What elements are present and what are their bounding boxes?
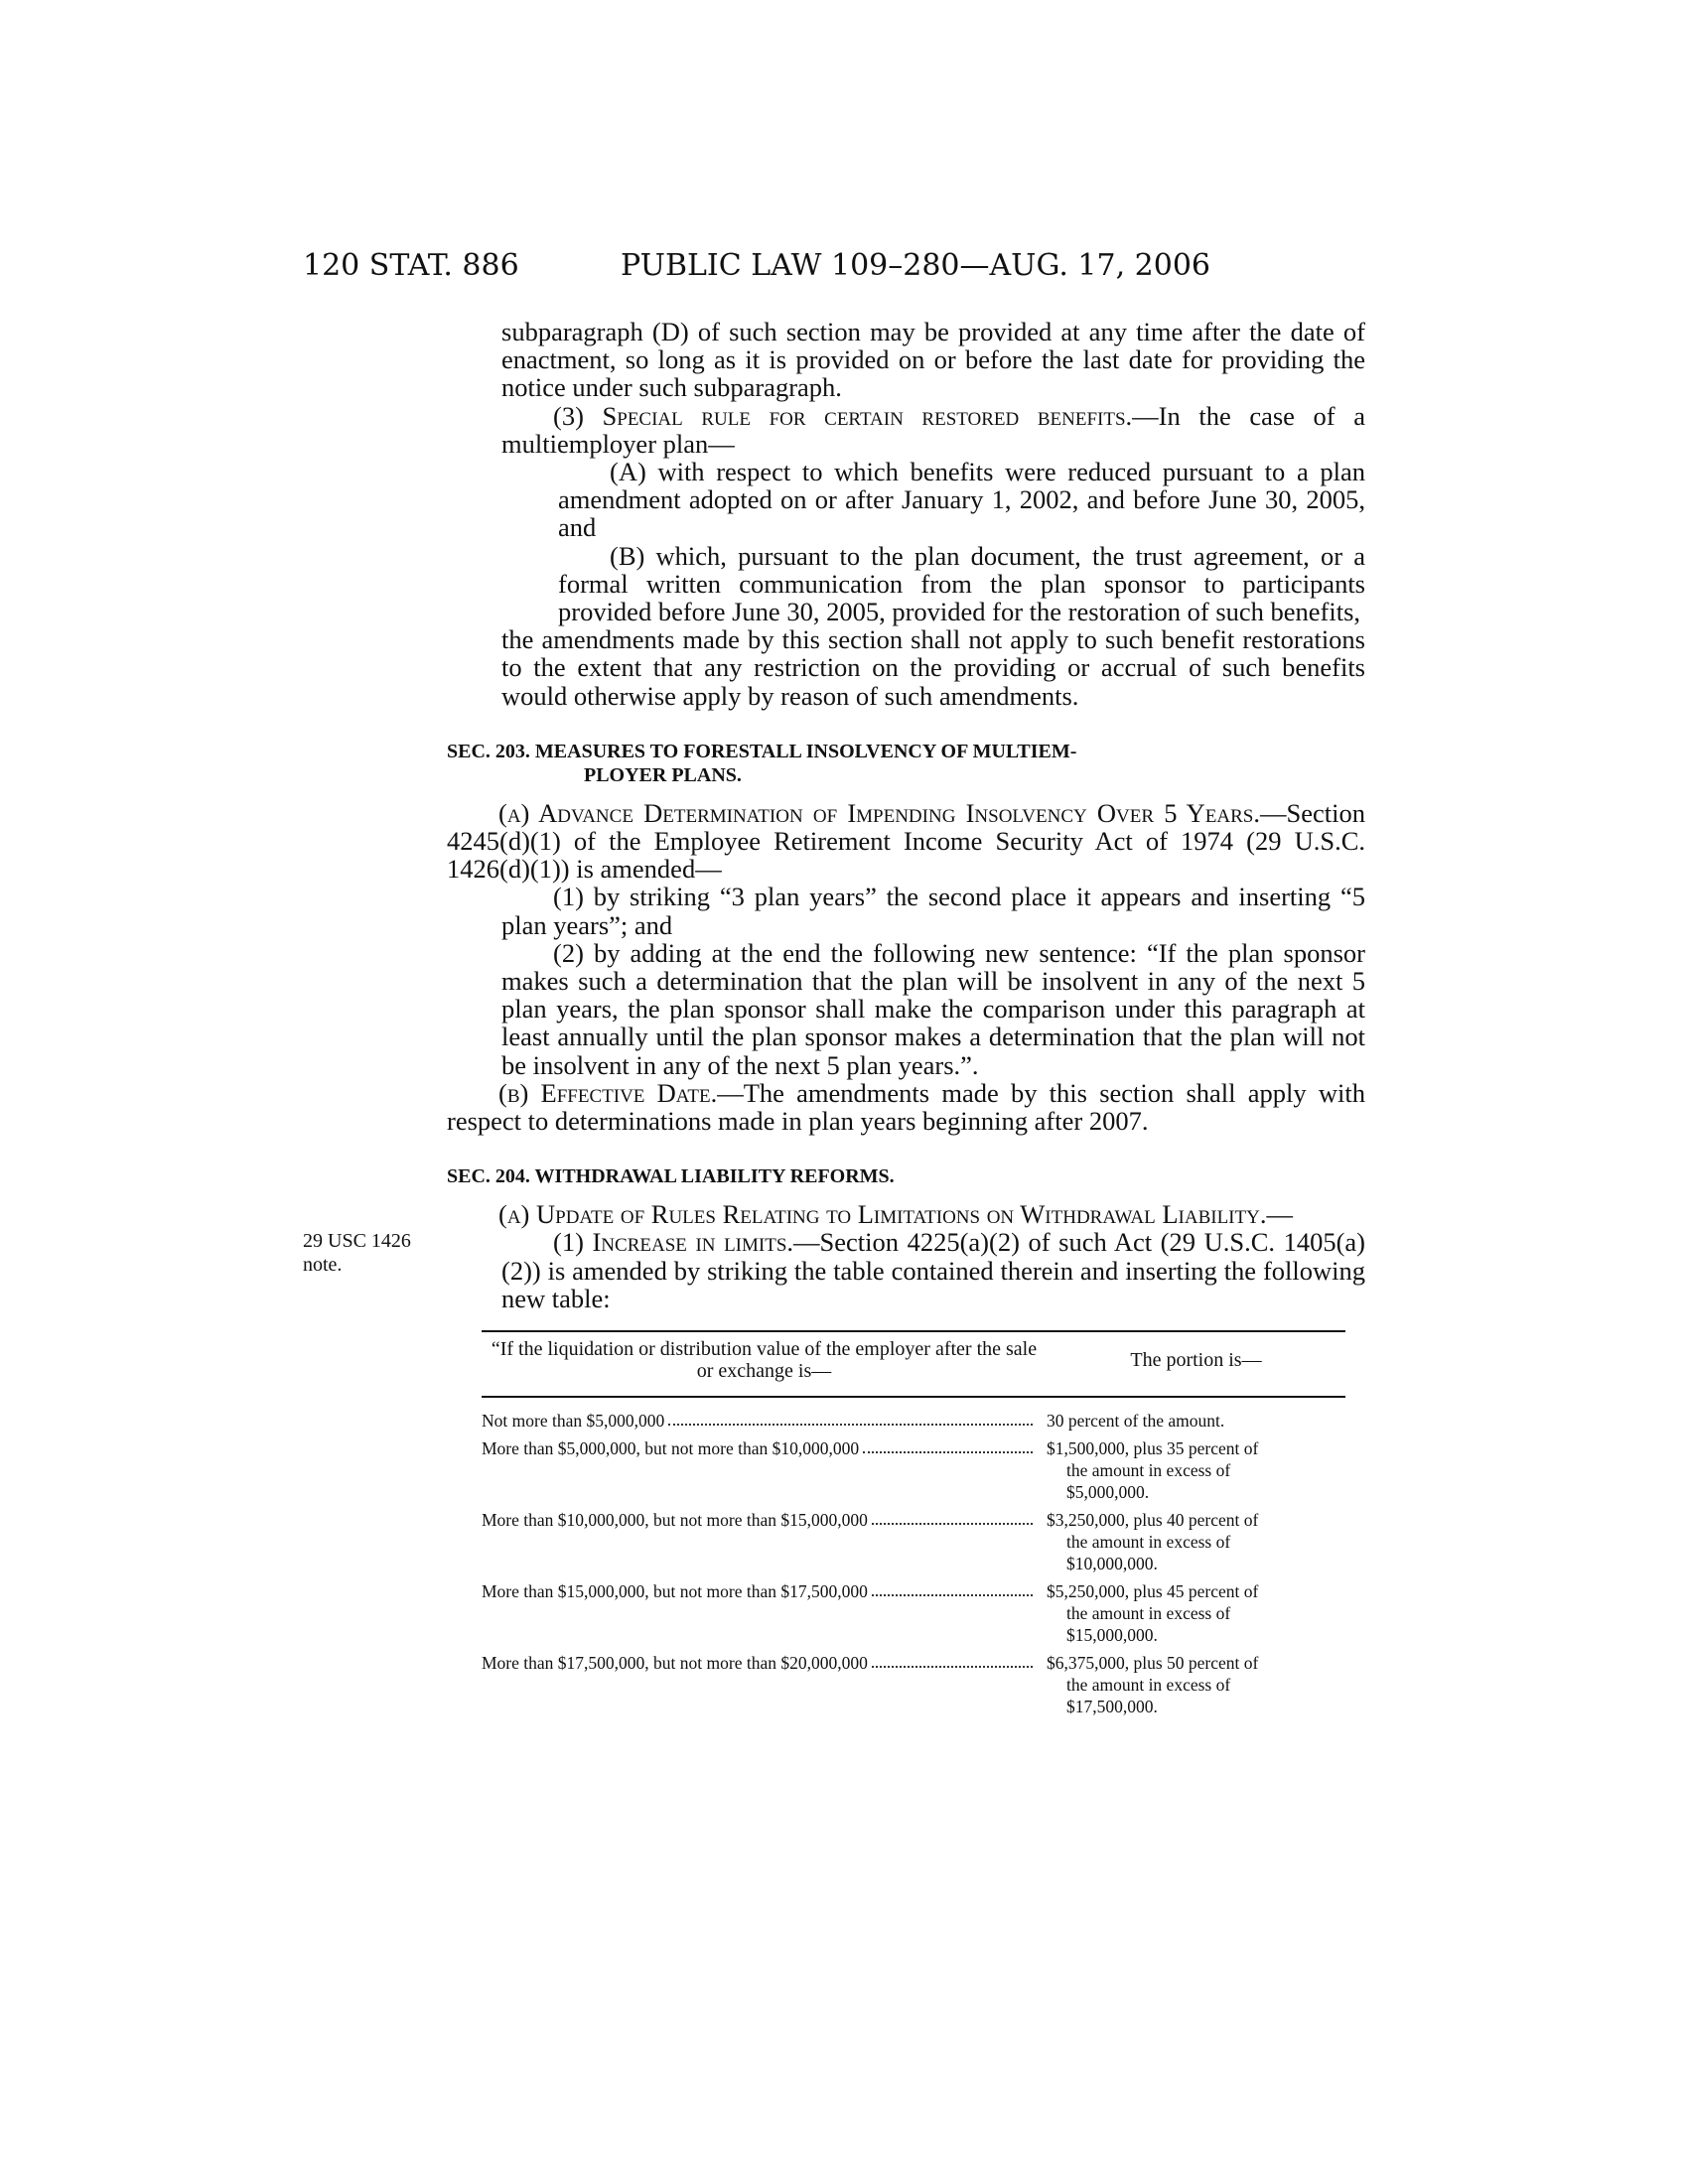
portion-line3: $10,000,000.	[1065, 1554, 1158, 1574]
subparagraph-a: (A) with respect to which benefits were reduced pursuant to a plan amendment adopted on or after January 1, 2002, and before June 30, 2005, and	[558, 457, 1365, 543]
table-cell-value-range	[482, 1574, 1047, 1646]
value-range-text: Not more than $5,000,000	[482, 1411, 665, 1432]
portion-line3: $15,000,000.	[1065, 1625, 1158, 1646]
running-header	[303, 248, 1370, 288]
margin-note-line1: 29 USC 1426	[303, 1230, 411, 1252]
dot-leader	[872, 1580, 1033, 1596]
table-cell-value-range	[482, 1646, 1047, 1717]
margin-note-line2: note.	[303, 1254, 343, 1276]
table-row	[482, 1503, 1345, 1574]
table-cell-portion	[1047, 1397, 1345, 1432]
section-203-heading-line1: SEC. 203. MEASURES TO FORESTALL INSOLVENCY OF MULTIEM-	[447, 740, 1077, 762]
table-header-value: “If the liquidation or distribution value of the employer after the sale or exchange is—	[482, 1331, 1047, 1397]
table-cell-portion	[1047, 1646, 1345, 1717]
document-body	[447, 317, 1366, 1717]
dot-leader	[863, 1437, 1033, 1453]
portion-line3: $17,500,000.	[1065, 1697, 1158, 1717]
section-203-subsection-b-text: —The amendments made by this section shall apply with respect to determinations made in plan years beginning after 2007.	[447, 1077, 1365, 1137]
section-204-subsection-a-heading: (a) Update of Rules Relating to Limitations on Withdrawal Liability.	[498, 1199, 1267, 1230]
table-cell-value-range	[482, 1397, 1047, 1432]
paragraph-continuation: subparagraph (D) of such section may be provided at any time after the date of enactment, so long as it is provided on or before the last date for providing the notice under such subparagraph.	[501, 317, 1365, 403]
section-204-subsection-a	[447, 1200, 1365, 1228]
portion-line2: the amount in excess of	[1065, 1675, 1231, 1696]
paragraph-3-heading: (3) Special rule for certain restored benefits.	[553, 400, 1133, 431]
value-range-text: More than $10,000,000, but not more than $15,000,000	[482, 1510, 868, 1531]
portion-line1: $1,500,000, plus 35 percent of	[1046, 1438, 1259, 1459]
dot-leader	[668, 1410, 1033, 1426]
portion-line2: the amount in excess of	[1065, 1460, 1231, 1481]
table-cell-portion	[1047, 1574, 1345, 1646]
withdrawal-liability-table	[482, 1330, 1345, 1717]
value-range-text: More than $5,000,000, but not more than $10,000,000	[482, 1438, 860, 1459]
section-203-body	[447, 799, 1365, 1135]
paragraph-3-text: —In the case of a multiemployer plan—	[501, 400, 1366, 459]
table-cell-portion	[1047, 1432, 1345, 1503]
section-204-heading: SEC. 204. WITHDRAWAL LIABILITY REFORMS.	[447, 1165, 895, 1188]
table-header-portion: The portion is—	[1047, 1331, 1345, 1397]
dot-leader	[872, 1509, 1033, 1525]
table-row	[482, 1574, 1345, 1646]
portion-line1: 30 percent of the amount.	[1046, 1411, 1225, 1432]
section-204-body	[447, 1200, 1365, 1717]
section-203-heading-line2: PLOYER PLANS.	[584, 763, 742, 786]
paragraph-3	[501, 402, 1365, 458]
paragraph-3-closing: the amendments made by this section shall not apply to such benefit restorations to the extent that any restriction on the providing or accrual of such benefits would otherwise apply by reason of such amendments.	[501, 624, 1365, 711]
section-204-subsection-a-text: —	[1266, 1199, 1293, 1230]
value-range-text: More than $17,500,000, but not more than $20,000,000	[482, 1653, 868, 1674]
table-row	[482, 1646, 1345, 1717]
table-row	[482, 1397, 1345, 1432]
stat-page-number: 120 STAT. 886	[303, 248, 519, 283]
section-203-a-1: (1) by striking “3 plan years” the second place it appears and inserting “5 plan years”; and	[501, 882, 1365, 940]
table-cell-value-range	[482, 1432, 1047, 1503]
section-203-heading	[447, 740, 1365, 787]
table-row	[482, 1432, 1345, 1503]
margin-note	[303, 1229, 411, 1277]
portion-line2: the amount in excess of	[1065, 1603, 1231, 1624]
portion-line1: $3,250,000, plus 40 percent of	[1046, 1510, 1259, 1531]
portion-line1: $6,375,000, plus 50 percent of	[1046, 1653, 1259, 1674]
value-range-text: More than $15,000,000, but not more than $17,500,000	[482, 1581, 868, 1602]
table-cell-value-range	[482, 1503, 1047, 1574]
public-law-citation: PUBLIC LAW 109–280—AUG. 17, 2006	[621, 248, 1211, 283]
table-header-row	[482, 1331, 1345, 1397]
section-203-subsection-a	[447, 799, 1365, 884]
section-203-a-2: (2) by adding at the end the following new sentence: “If the plan sponsor makes such a determination that the plan will be insolvent in any of the next 5 plan years, the plan sponsor shall make the comparison under this paragraph at least annually until the plan sponsor makes a determination that the plan will not be insolvent in any of the next 5 plan years.”.	[501, 937, 1365, 1080]
portion-line3: $5,000,000.	[1065, 1482, 1150, 1503]
section-203-subsection-b-heading: (b) Effective Date.	[498, 1077, 718, 1108]
dot-leader	[872, 1652, 1033, 1668]
section-204-a-1	[447, 1228, 1365, 1312]
section-204-a-1-text: —Section 4225(a)(2) of such Act (29 U.S.C. 1405(a)(2)) is amended by striking the table contained therein and inserting the following new table:	[501, 1227, 1365, 1313]
table-cell-portion	[1047, 1503, 1345, 1574]
portion-line1: $5,250,000, plus 45 percent of	[1046, 1581, 1259, 1602]
section-203-subsection-a-heading: (a) Advance Determination of Impending Insolvency Over 5 Years.	[498, 797, 1260, 828]
section-203-subsection-a-text: —Section 4245(d)(1) of the Employee Retirement Income Security Act of 1974 (29 U.S.C. 1426(d)(1)) is amended—	[447, 797, 1365, 885]
subparagraph-b: (B) which, pursuant to the plan document, the trust agreement, or a formal written communication from the plan sponsor to participants provided before June 30, 2005, provided for the restoration of such benefits,	[558, 540, 1365, 627]
section-204-a-1-heading: (1) Increase in limits.	[553, 1227, 794, 1258]
section-203-subsection-b	[447, 1079, 1365, 1135]
portion-line2: the amount in excess of	[1065, 1532, 1231, 1553]
